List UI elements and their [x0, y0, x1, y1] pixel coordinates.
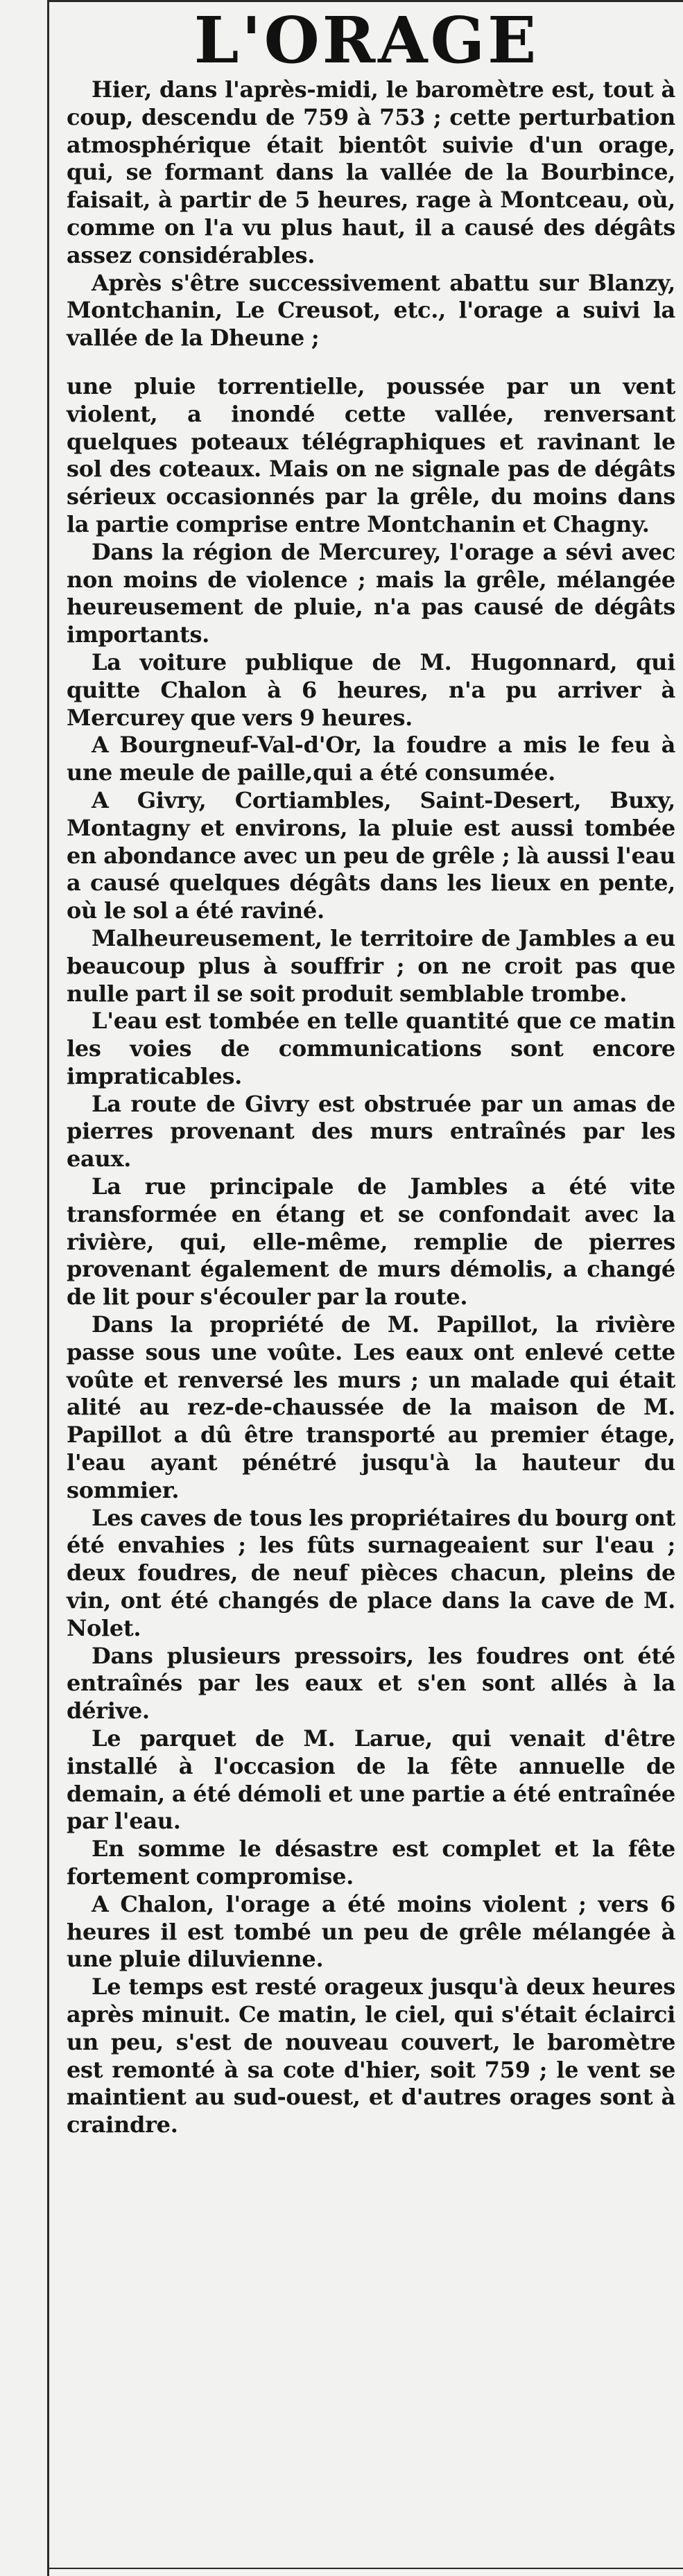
paragraph: une pluie torrentielle, poussée par un vent violent, a inondé cette vallée, renversant quelques poteaux télégraphiques et ravinant le sol des coteaux. Mais on ne signale pas de dégâts sérieux occasionnés par la grêle, du moins dans la partie comprise entre Montchanin et Chagny.	[67, 372, 675, 537]
paragraph-gap	[67, 352, 675, 373]
paragraph: A Bourgneuf-Val-d'Or, la foudre a mis le feu à une meule de paille,qui a été consumée.	[67, 732, 675, 786]
paragraph: La route de Givry est obstruée par un amas de pierres provenant des murs entraînés par les eaux.	[67, 1090, 675, 1173]
paragraph: Après s'être successivement abattu sur Blanzy, Montchanin, Le Creusot, etc., l'orage a suivi la vallée de la Dheune ;	[67, 269, 675, 352]
article-body	[67, 76, 675, 2139]
paragraph: Dans la région de Mercurey, l'orage a sévi avec non moins de violence ; mais la grêle, mélangée heureusement de pluie, n'a pas causé de dégâts importants.	[67, 538, 675, 648]
paragraph: A Chalon, l'orage a été moins violent ; vers 6 heures il est tombé un peu de grêle mélangée à une pluie diluvienne.	[67, 1890, 675, 1973]
paragraph: A Givry, Cortiambles, Saint-Desert, Buxy, Montagny et environs, la pluie est aussi tombée en abondance avec un peu de grêle ; là aussi l'eau a causé quelques dégâts dans les lieux en pente, où le sol a été raviné.	[67, 786, 675, 924]
paragraph: Hier, dans l'après-midi, le baromètre est, tout à coup, descendu de 759 à 753 ; cette perturbation atmosphérique était bientôt suivie d'un orage, qui, se formant dans la vallée de la Bourbince, faisait, à partir de 5 heures, rage à Montceau, où, comme on l'a vu plus haut, il a causé des dégâts assez considérables.	[67, 76, 675, 268]
paragraph: La rue principale de Jambles a été vite transformée en étang et se confondait avec la rivière, qui, elle-même, remplie de pierres provenant également de murs démolis, a changé de lit pour s'écouler par la route.	[67, 1173, 675, 1311]
column-rule-top	[47, 0, 683, 2]
column-rule-left	[47, 0, 49, 2576]
article-title: L'ORAGE	[193, 3, 539, 78]
paragraph: Les caves de tous les propriétaires du bourg ont été envahies ; les fûts surnageaient sur l'eau ; deux foudres, de neuf pièces chacun, pleins de vin, ont été changés de place dans la cave de M. Nolet.	[67, 1504, 675, 1641]
column-rule-bottom	[47, 2568, 683, 2569]
paragraph: Dans plusieurs pressoirs, les foudres ont été entraînés par les eaux et s'en sont allés à la dérive.	[67, 1642, 675, 1724]
paragraph: L'eau est tombée en telle quantité que ce matin les voies de communications sont encore impraticables.	[67, 1008, 675, 1089]
paragraph: En somme le désastre est complet et la fête fortement compromise.	[67, 1835, 675, 1890]
paragraph: Dans la propriété de M. Papillot, la rivière passe sous une voûte. Les eaux ont enlevé cette voûte et renversé les murs ; un malade qui était alité au rez-de-chaussée de la maison de M. Papillot a dû être transporté au premier étage, l'eau ayant pénétré jusqu'à la hauteur du sommier.	[67, 1311, 675, 1503]
paragraph: La voiture publique de M. Hugonnard, qui quitte Chalon à 6 heures, n'a pu arriver à Mercurey que vers 9 heures.	[67, 648, 675, 731]
paragraph: Le temps est resté orageux jusqu'à deux heures après minuit. Ce matin, le ciel, qui s'était éclairci un peu, s'est de nouveau couvert, le baromètre est remonté à sa cote d'hier, soit 759 ; le vent se maintient au sud-ouest, et d'autres orages sont à craindre.	[67, 1973, 675, 2138]
paragraph: Malheureusement, le territoire de Jambles a eu beaucoup plus à souffrir ; on ne croit pas que nulle part il se soit produit semblable trombe.	[67, 924, 675, 1007]
paragraph: Le parquet de M. Larue, qui venait d'être installé à l'occasion de la fête annuelle de demain, a été démoli et une partie a été entraînée par l'eau.	[67, 1725, 675, 1835]
